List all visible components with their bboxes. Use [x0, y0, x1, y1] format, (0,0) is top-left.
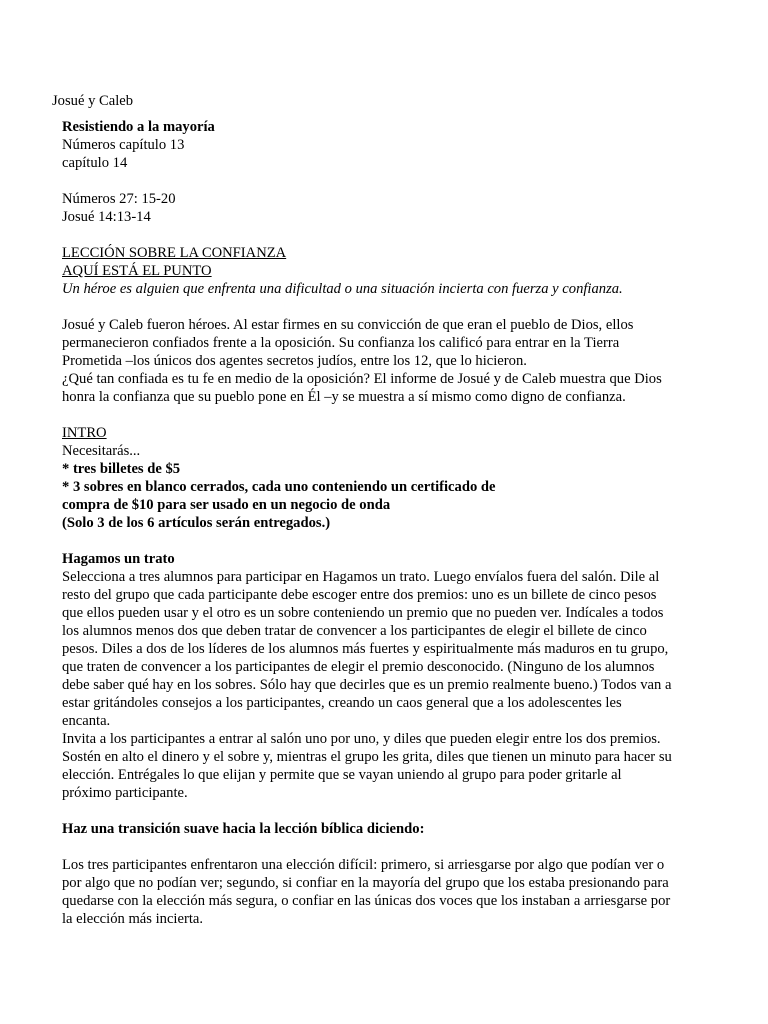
document-body — [62, 118, 712, 928]
paragraph-line: que ellos pueden usar y el otro es un sobre conteniendo un premio que no pueden ver. Indícales a todos — [62, 605, 664, 621]
paragraph-line: por algo que no podían ver; segundo, si confiar en la mayoría del grupo que los estaba presionando para — [62, 875, 669, 891]
paragraph-line: los alumnos menos dos que deben tratar de convencer a los participantes de elegir el billete de cinco — [62, 623, 647, 639]
paragraph-line: Josué y Caleb fueron héroes. Al estar firmes en su convicción de que eran el pueblo de Dios, ellos — [62, 317, 634, 333]
document-title: Josué y Caleb — [52, 93, 134, 109]
supply-item: compra de $10 para ser usado en un negocio de onda — [62, 497, 391, 513]
paragraph-line: resto del grupo que cada participante debe escoger entre dos premios: uno es un billete de cinco pesos — [62, 587, 657, 603]
paragraph-line: la elección más incierta. — [62, 911, 203, 927]
paragraph-line: Prometida –los únicos dos agentes secretos judíos, entre los 12, que lo hicieron. — [62, 353, 527, 369]
supply-note: (Solo 3 de los 6 artículos serán entregados.) — [62, 515, 331, 531]
paragraph-line: encanta. — [62, 713, 111, 729]
intro-heading: INTRO — [62, 425, 107, 441]
scripture-ref: Números 27: 15-20 — [62, 191, 176, 207]
transition-paragraph — [62, 856, 712, 928]
scripture-ref: Josué 14:13-14 — [62, 209, 151, 225]
paragraph-line: estar gritándoles consejos a los participantes, creando un caos general que a los adolescentes les — [62, 695, 622, 711]
paragraph-line: honra la confianza que su pueblo pone en Él –y se muestra a sí mismo como digno de confianza. — [62, 389, 626, 405]
paragraph-line: que traten de convencer a los participantes de elegir el premio desconocido. (Ninguno de los alumnos — [62, 659, 655, 675]
paragraph-line: quedarse con la elección más segura, o confiar en las únicas dos voces que los instaban a arriesgarse por — [62, 893, 671, 909]
deal-paragraph — [62, 568, 712, 802]
intro-paragraph — [62, 316, 712, 406]
scripture-ref: capítulo 14 — [62, 155, 128, 171]
paragraph-line: Selecciona a tres alumnos para participar en Hagamos un trato. Luego envíalos fuera del salón. Dile al — [62, 569, 660, 585]
paragraph-line: Invita a los participantes a entrar al salón uno por uno, y diles que pueden elegir entre los dos premios. — [62, 731, 661, 747]
paragraph-line: Los tres participantes enfrentaron una elección difícil: primero, si arriesgarse por algo que podían ver o — [62, 857, 665, 873]
supply-item: * 3 sobres en blanco cerrados, cada uno conteniendo un certificado de — [62, 479, 496, 495]
paragraph-line: Sostén en alto el dinero y el sobre y, mientras el grupo les grita, diles que tienen un minuto para hacer su — [62, 749, 672, 765]
transition-heading: Haz una transición suave hacia la lección bíblica diciendo: — [62, 821, 425, 837]
supplies-label: Necesitarás... — [62, 443, 141, 459]
lesson-heading: LECCIÓN SOBRE LA CONFIANZA — [62, 245, 287, 261]
paragraph-line: ¿Qué tan confiada es tu fe en medio de la oposición? El informe de Josué y de Caleb muestra que Dios — [62, 371, 662, 387]
paragraph-line: debe saber qué hay en los sobres. Sólo hay que decirles que es un premio realmente bueno.) Todos van a — [62, 677, 672, 693]
lesson-subtitle: Resistiendo a la mayoría — [62, 119, 215, 135]
scripture-ref: Números capítulo 13 — [62, 137, 185, 153]
point-text: Un héroe es alguien que enfrenta una dificultad o una situación incierta con fuerza y confianza. — [62, 281, 623, 297]
paragraph-line: permanecieron confiados frente a la oposición. Su confianza los calificó para entrar en la Tierra — [62, 335, 620, 351]
point-heading: AQUÍ ESTÁ EL PUNTO — [62, 263, 212, 279]
paragraph-line: elección. Entrégales lo que elijan y permite que se vayan uniendo al grupo para poder gritarle al — [62, 767, 622, 783]
supply-item: * tres billetes de $5 — [62, 461, 181, 477]
paragraph-line: pesos. Diles a dos de los líderes de los alumnos más fuertes y espiritualmente más maduros en tu grupo, — [62, 641, 669, 657]
paragraph-line: próximo participante. — [62, 785, 188, 801]
deal-heading: Hagamos un trato — [62, 551, 175, 567]
